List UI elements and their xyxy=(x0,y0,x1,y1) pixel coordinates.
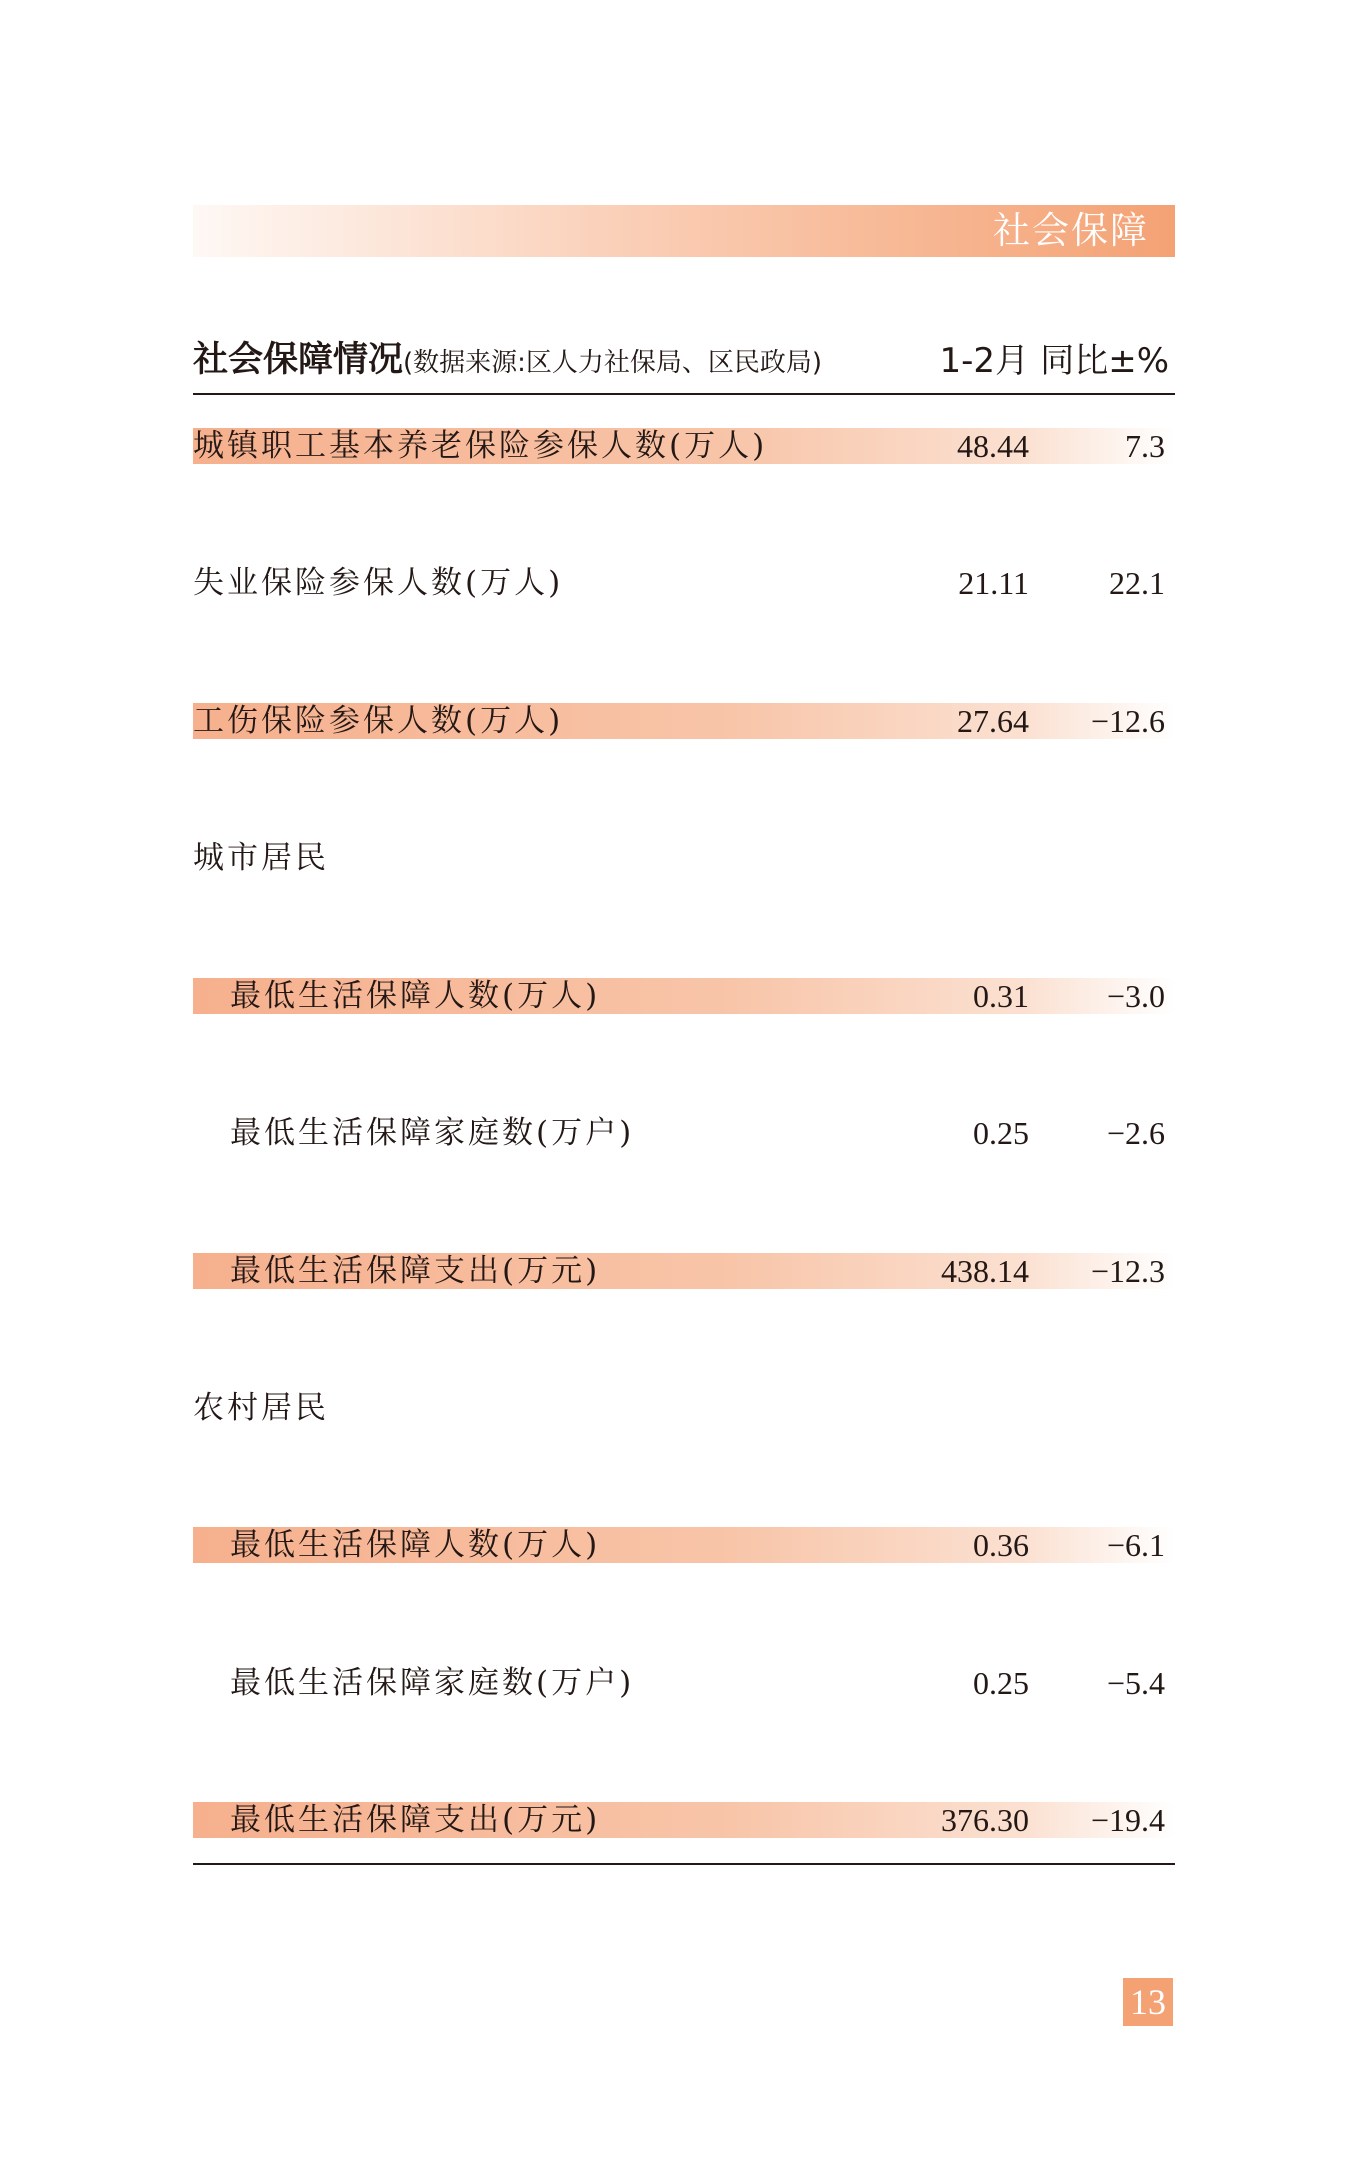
table-top-rule xyxy=(193,393,1175,395)
row-yoy: 7.3 xyxy=(1125,428,1165,464)
table-title-text: 社会保障情况 xyxy=(193,340,404,380)
row-label: 最低生活保障支出(万元) xyxy=(230,1802,601,1838)
table-row-unemployment-insured xyxy=(193,565,1175,601)
row-label: 最低生活保障支出(万元) xyxy=(230,1253,601,1289)
row-yoy: −19.4 xyxy=(1090,1802,1165,1838)
table-row-pension-insured xyxy=(193,428,1175,464)
table-group-urban-residents xyxy=(193,840,1175,876)
column-header-period: 1-2月 xyxy=(939,341,1029,381)
table-bottom-rule xyxy=(193,1863,1175,1865)
row-yoy: −2.6 xyxy=(1106,1115,1165,1151)
row-value: 48.44 xyxy=(957,428,1029,464)
table-row-rural-subsistence-expense xyxy=(193,1802,1175,1838)
row-label: 最低生活保障家庭数(万户) xyxy=(230,1115,635,1151)
row-label: 工伤保险参保人数(万人) xyxy=(193,703,564,739)
row-value: 0.25 xyxy=(973,1665,1029,1701)
row-label: 最低生活保障人数(万人) xyxy=(230,1527,601,1563)
row-value: 0.31 xyxy=(973,978,1029,1014)
table-row-urban-subsistence-households xyxy=(193,1115,1175,1151)
row-value: 27.64 xyxy=(957,703,1029,739)
table-title xyxy=(193,332,822,382)
row-yoy: 22.1 xyxy=(1109,565,1165,601)
table-row-urban-subsistence-people xyxy=(193,978,1175,1014)
table-row-injury-insured xyxy=(193,703,1175,739)
row-label: 最低生活保障人数(万人) xyxy=(230,978,601,1014)
row-value: 21.11 xyxy=(958,565,1029,601)
table-row-rural-subsistence-people xyxy=(193,1527,1175,1563)
row-yoy: −3.0 xyxy=(1106,978,1165,1014)
group-label: 城市居民 xyxy=(193,840,329,876)
row-label: 城镇职工基本养老保险参保人数(万人) xyxy=(193,428,768,464)
row-label: 失业保险参保人数(万人) xyxy=(193,565,564,601)
table-row-rural-subsistence-households xyxy=(193,1665,1175,1701)
table-row-urban-subsistence-expense xyxy=(193,1253,1175,1289)
row-value: 0.25 xyxy=(973,1115,1029,1151)
row-value: 0.36 xyxy=(973,1527,1029,1563)
section-title: 社会保障 xyxy=(993,209,1149,252)
row-value: 376.30 xyxy=(941,1802,1029,1838)
section-banner xyxy=(193,205,1175,257)
column-header-yoy: 同比±% xyxy=(1040,341,1169,381)
row-label: 最低生活保障家庭数(万户) xyxy=(230,1665,635,1701)
data-source-note: (数据来源:区人力社保局、区民政局) xyxy=(403,348,823,378)
row-yoy: −5.4 xyxy=(1106,1665,1165,1701)
page-number: 13 xyxy=(1123,1978,1173,2026)
row-yoy: −6.1 xyxy=(1106,1527,1165,1563)
row-yoy: −12.3 xyxy=(1090,1253,1165,1289)
table-group-rural-residents xyxy=(193,1390,1175,1426)
group-label: 农村居民 xyxy=(193,1390,329,1426)
row-value: 438.14 xyxy=(941,1253,1029,1289)
row-yoy: −12.6 xyxy=(1090,703,1165,739)
table-header xyxy=(193,330,1175,386)
